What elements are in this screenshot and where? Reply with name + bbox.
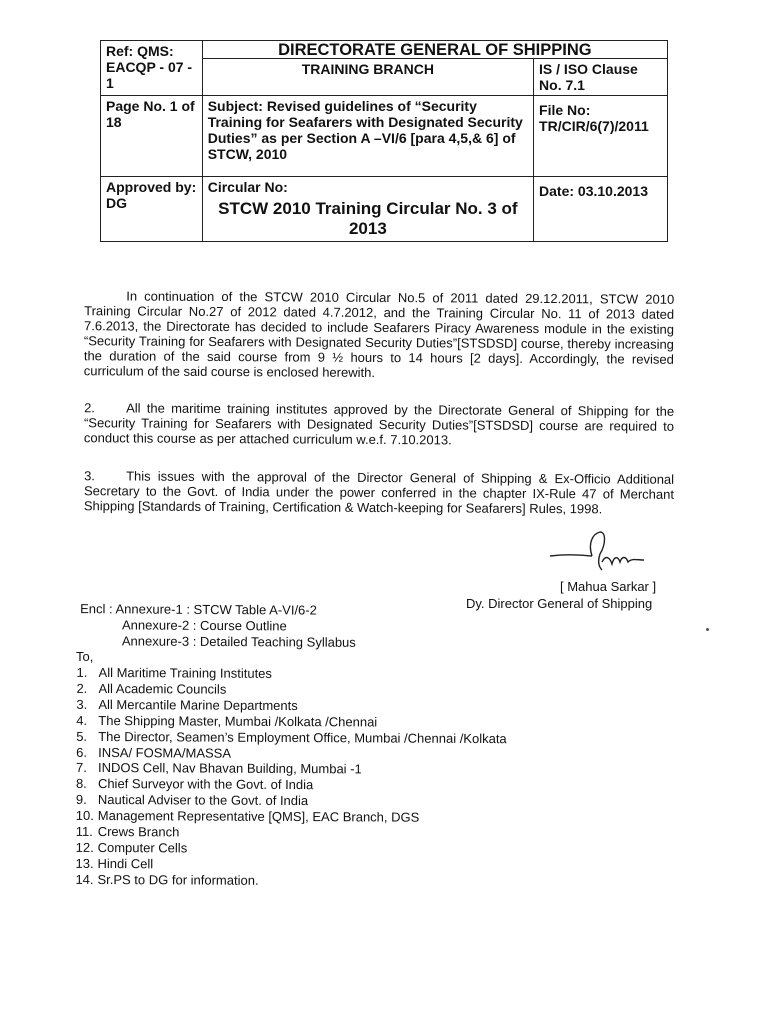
date-text: Date: 03.10.2013 <box>539 183 648 199</box>
item-text: The Director, Seamen’s Employment Office, Mumbai /Chennai /Kolkata <box>98 728 507 746</box>
item-number: 2. <box>76 680 88 696</box>
signatory-name: [ Mahua Sarkar ] <box>560 579 657 594</box>
subject-text: Subject: Revised guidelines of “Security Training for Seafarers with Designated Security Duties” as per Section A –VI/6 [para 4,5,& 6] of STCW, 2010 <box>207 98 523 162</box>
file-number-text: File No: TR/CIR/6(7)/2011 <box>539 102 649 134</box>
enclosures-label: Encl : <box>80 601 113 617</box>
item-text: Nautical Adviser to the Govt. of India <box>97 792 309 809</box>
item-number: 13. <box>75 855 94 871</box>
item-number: 12. <box>75 839 94 855</box>
paragraph-3 <box>84 468 674 517</box>
item-text: All Academic Councils <box>98 680 227 697</box>
approved-text: Approved by: DG <box>106 179 197 211</box>
item-text: Management Representative [QMS], EAC Branch, DGS <box>97 808 420 825</box>
item-text: INSA/ FOSMA/MASSA <box>98 744 232 761</box>
circular-title: STCW 2010 Training Circular No. 3 of 2013 <box>218 199 518 238</box>
item-number: 9. <box>75 792 87 808</box>
circular-label: Circular No: <box>207 179 288 195</box>
item-text: Chief Surveyor with the Govt. of India <box>97 776 314 793</box>
item-number: 1. <box>76 664 88 680</box>
circular-cell <box>202 177 533 242</box>
branch-text: TRAINING BRANCH <box>301 61 434 77</box>
paragraph-1 <box>84 288 675 382</box>
paragraph-3-text: This issues with the approval of the Director General of Shipping & Ex-Officio Additional Secretary to the Govt. of India under the power conferred in the chapter IX-Rule 47 of Merchant Shipping [Standards of Training, Certification & Watch-keeping for Seafarers] Rules, 1998. <box>83 468 675 517</box>
page-number-text: Page No. 1 of 18 <box>106 98 195 130</box>
enclosure-item: Annexure-1 : STCW Table A-VI/6-2 <box>115 601 317 618</box>
approved-cell <box>101 177 203 242</box>
enclosures <box>80 601 356 651</box>
item-number: 5. <box>76 728 88 744</box>
org-title <box>202 41 667 59</box>
item-text: All Maritime Training Institutes <box>98 664 272 681</box>
item-number: 11. <box>75 823 93 840</box>
item-text: All Mercantile Marine Departments <box>98 696 298 713</box>
item-number: 3. <box>76 696 88 712</box>
paragraph-2-number: 2. <box>84 400 95 416</box>
item-number: 8. <box>75 776 87 792</box>
date-cell <box>534 177 668 242</box>
item-text: Crews Branch <box>97 824 180 840</box>
page-cell <box>101 96 203 177</box>
item-number: 4. <box>76 712 88 728</box>
paragraph-3-number: 3. <box>84 468 95 484</box>
ref-text: Ref: QMS: EACQP - 07 - 1 <box>106 43 193 91</box>
item-text: Hindi Cell <box>97 855 154 872</box>
item-number: 14. <box>75 871 94 887</box>
item-text: The Shipping Master, Mumbai /Kolkata /Chennai <box>98 712 378 730</box>
to-label: To, <box>76 649 94 664</box>
clause-text: IS / ISO Clause No. 7.1 <box>539 61 638 93</box>
subject-cell <box>202 96 533 177</box>
ref-cell <box>101 41 203 96</box>
enclosure-item: Annexure-3 : Detailed Teaching Syllabus <box>121 633 356 650</box>
paragraph-2-text: All the maritime training institutes approved by the Directorate General of Shipping for the “Security Training for Seafarers with Designated Security Duties”[STSDSD] course are required to conduct this course as per attached curriculum w.e.f. 7.10.2013. <box>83 400 675 448</box>
item-text: INDOS Cell, Nav Bhavan Building, Mumbai -1 <box>98 760 362 777</box>
item-text: Computer Cells <box>97 839 188 856</box>
signatory-title: Dy. Director General of Shipping <box>466 596 653 611</box>
recipient-list <box>75 665 507 890</box>
scan-speck <box>706 628 709 631</box>
item-number: 6. <box>76 744 88 760</box>
list-item <box>75 872 506 890</box>
enclosure-item: Annexure-2 : Course Outline <box>121 617 287 634</box>
item-number: 7. <box>76 760 87 776</box>
file-cell <box>534 96 668 177</box>
clause-cell <box>534 59 668 96</box>
header-table <box>100 40 668 242</box>
item-number: 10. <box>75 808 94 824</box>
branch-cell <box>202 59 533 96</box>
org-title-text: DIRECTORATE GENERAL OF SHIPPING <box>278 41 592 59</box>
handwritten-signature <box>548 526 658 576</box>
item-text: Sr.PS to DG for information. <box>97 871 259 888</box>
paragraph-1-text: In continuation of the STCW 2010 Circular No.5 of 2011 dated 29.12.2011, STCW 2010 Training Circular No.27 of 2012 dated 4.7.2012, and the Training Circular No. 11 of 2013 dated 7.6.2013, the Directorate has decided to include Seafarers Piracy Awareness module in the existing “Security Training for Seafarers with Designated Security Duties”[STSDSD] course, thereby increasing the duration of the said course from 9 ½ hours to 14 hours [2 days]. Accordingly, the revised curriculum of the said course is enclosed herewith. <box>83 288 675 380</box>
paragraph-2 <box>84 400 674 449</box>
